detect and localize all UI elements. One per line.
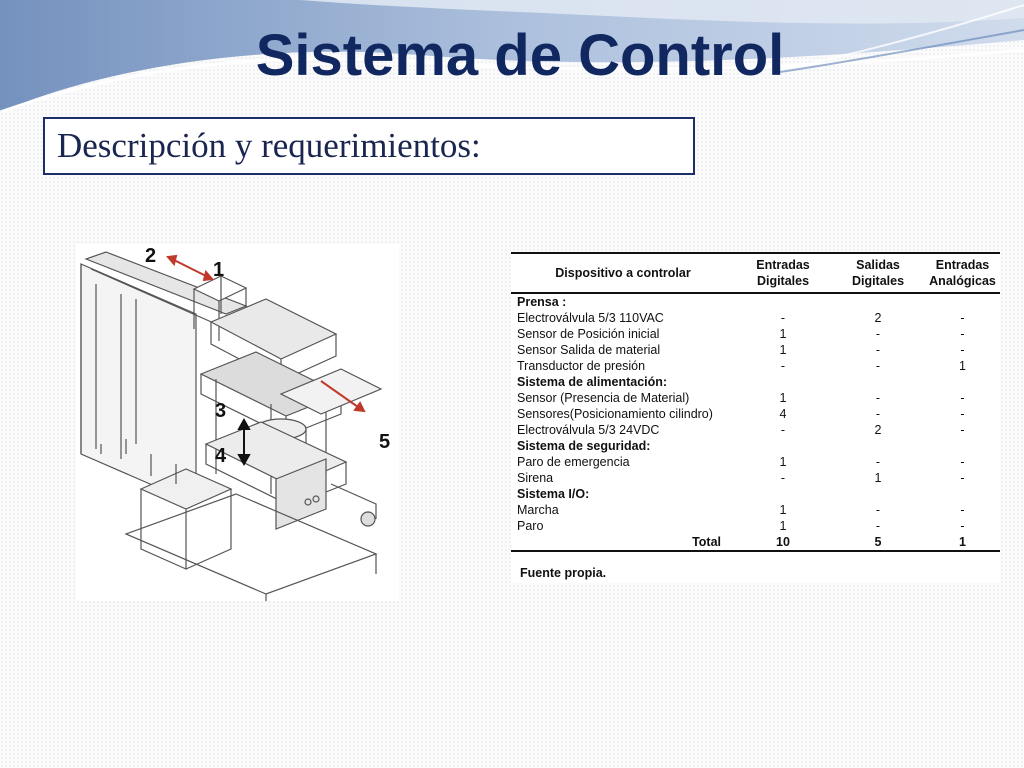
device-cell: Sensor de Posición inicial: [517, 327, 660, 341]
figure-label-4: 4: [215, 445, 227, 467]
device-cell: Transductor de presión: [517, 359, 646, 373]
total-label-cell: Total: [511, 534, 735, 551]
table-row: [511, 518, 1000, 534]
digital-inputs-cell: 1: [779, 343, 787, 357]
digital-inputs-cell: 1: [779, 391, 787, 405]
digital-outputs-cell: -: [875, 503, 881, 517]
analog-inputs-cell: -: [960, 311, 965, 325]
digital-inputs-cell: 4: [779, 407, 787, 421]
figure-label-5: 5: [379, 431, 391, 453]
analog-inputs-cell: -: [960, 471, 965, 485]
section-label: Sistema de alimentación:: [517, 375, 668, 389]
table-row: [511, 390, 1000, 406]
device-cell: Sensor Salida de material: [517, 343, 661, 357]
digital-inputs-cell: -: [780, 471, 786, 485]
digital-outputs-cell: 1: [874, 471, 882, 485]
slide-title: Sistema de Control: [255, 23, 785, 88]
analog-inputs-cell: -: [960, 423, 965, 437]
digital-outputs-cell: -: [875, 519, 881, 533]
table-section-row: [511, 293, 1000, 310]
analog-inputs-cell: -: [960, 519, 965, 533]
digital-outputs-cell: -: [875, 455, 881, 469]
section-label: Sistema I/O:: [517, 487, 590, 501]
figure-label-2: 2: [145, 245, 157, 267]
section-label: Sistema de seguridad:: [517, 439, 651, 453]
table-row: [511, 470, 1000, 486]
device-cell: Sensor (Presencia de Material): [517, 391, 690, 405]
digital-outputs-cell: -: [875, 359, 881, 373]
digital-inputs-cell: 1: [779, 327, 787, 341]
section-label: Prensa :: [517, 295, 567, 309]
subtitle-box: [43, 117, 695, 175]
analog-inputs-cell: -: [960, 343, 965, 357]
analog-inputs-cell: -: [960, 455, 965, 469]
analog-inputs-cell: -: [960, 503, 965, 517]
table-row: [511, 310, 1000, 326]
digital-inputs-cell: 1: [779, 519, 787, 533]
analog-inputs-cell: 1: [959, 359, 966, 373]
table-section-row: [511, 374, 1000, 390]
analog-inputs-cell: -: [960, 391, 965, 405]
table-row: [511, 358, 1000, 374]
digital-outputs-cell: 2: [874, 423, 882, 437]
device-cell: Paro: [517, 519, 544, 533]
digital-outputs-cell: -: [875, 327, 881, 341]
device-cell: Electroválvula 5/3 110VAC: [517, 311, 664, 325]
table-row: [511, 406, 1000, 422]
total-digital-inputs: 10: [735, 534, 831, 551]
device-cell: Sirena: [517, 471, 554, 485]
table-row: [511, 326, 1000, 342]
digital-inputs-cell: -: [780, 359, 786, 373]
subtitle-text: Descripción y requerimientos:: [57, 126, 481, 165]
digital-inputs-cell: -: [780, 423, 786, 437]
io-requirements-table: [511, 252, 1000, 552]
device-cell: Sensores(Posicionamiento cilindro): [517, 407, 713, 421]
total-analog-inputs: 1: [925, 534, 1000, 551]
machine-diagram: [76, 244, 399, 601]
machine-diagram-svg: [76, 244, 399, 601]
digital-inputs-cell: 1: [779, 503, 787, 517]
analog-inputs-cell: -: [960, 327, 965, 341]
device-cell: Electroválvula 5/3 24VDC: [517, 423, 660, 437]
device-cell: Marcha: [517, 503, 559, 517]
table-header-row: [511, 253, 1000, 293]
header-device: Dispositivo a controlar: [511, 253, 735, 293]
digital-outputs-cell: -: [875, 391, 881, 405]
device-cell: Paro de emergencia: [517, 455, 630, 469]
table-row: [511, 502, 1000, 518]
figure-label-1: 1: [213, 259, 225, 281]
digital-inputs-cell: -: [780, 311, 786, 325]
table-row: [511, 342, 1000, 358]
io-requirements-table-container: [511, 252, 1000, 582]
digital-outputs-cell: -: [875, 343, 881, 357]
header-analog-inputs: Entradas Analógicas: [925, 253, 1000, 293]
total-digital-outputs: 5: [831, 534, 925, 551]
header-digital-inputs: Entradas Digitales: [735, 253, 831, 293]
table-section-row: [511, 486, 1000, 502]
table-total-row: [511, 534, 1000, 551]
table-body: [511, 293, 1000, 551]
digital-outputs-cell: 2: [874, 311, 882, 325]
figure-label-3: 3: [215, 400, 227, 422]
table-section-row: [511, 438, 1000, 454]
table-row: [511, 454, 1000, 470]
digital-outputs-cell: -: [875, 407, 881, 421]
table-row: [511, 422, 1000, 438]
analog-inputs-cell: -: [960, 407, 965, 421]
source-note: Fuente propia.: [520, 566, 607, 580]
digital-inputs-cell: 1: [779, 455, 787, 469]
header-digital-outputs: Salidas Digitales: [831, 253, 925, 293]
